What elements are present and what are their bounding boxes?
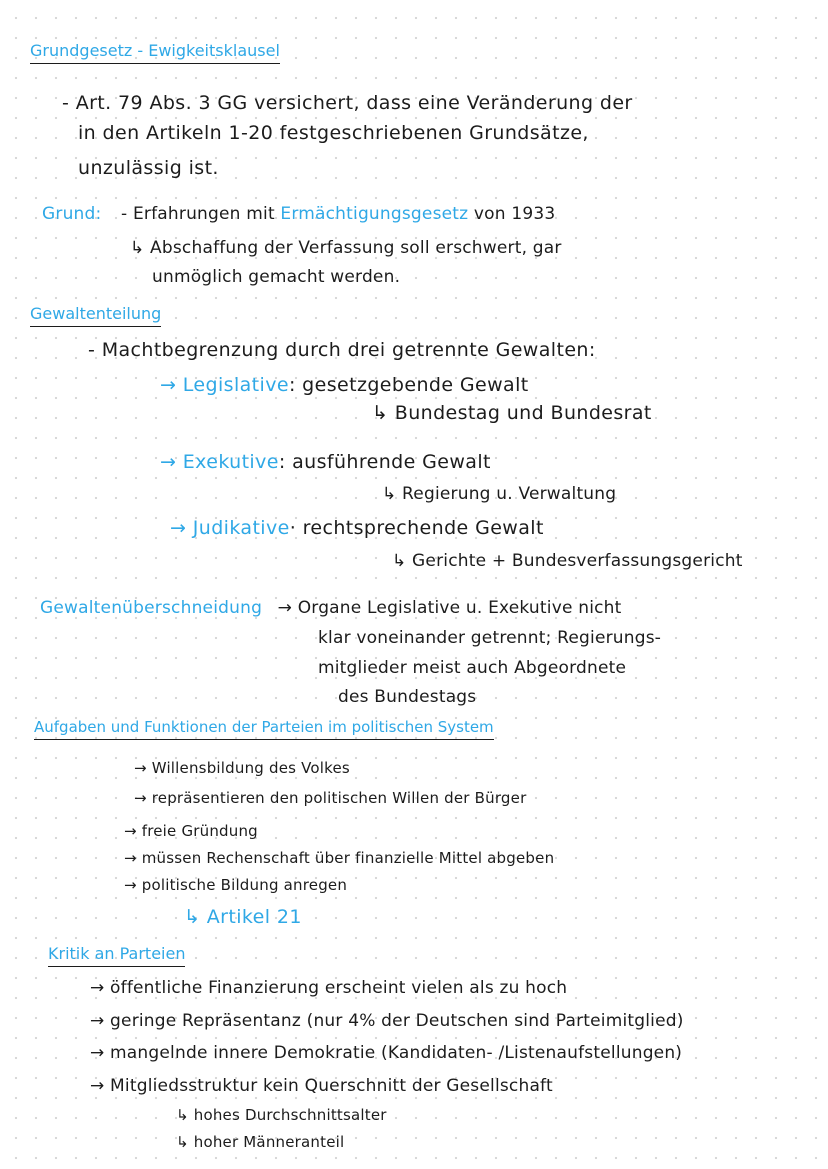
grund-prefix: - Erfahrungen mit [121, 204, 275, 224]
exekutive-line [160, 451, 491, 473]
section-heading-kritik: Kritik an Parteien [48, 943, 185, 967]
grund-consequence-continuation: unmöglich gemacht werden. [152, 267, 401, 287]
legislative-description: : gesetzgebende Gewalt [288, 374, 529, 396]
kritik-item: → Mitgliedsstruktur kein Querschnitt der Gesellschaft [90, 1076, 553, 1096]
grundgesetz-bullet: - Art. 79 Abs. 3 GG versichert, dass eine Veränderung der [62, 92, 633, 114]
legislative-organs: ↳ Bundestag und Bundesrat [372, 402, 652, 424]
judikative-term: → Judikative [170, 517, 290, 539]
gewaltenueberschneidung-continuation: des Bundestags [338, 687, 477, 707]
exekutive-description: : ausführende Gewalt [278, 451, 491, 473]
section-heading-parteien-aufgaben: Aufgaben und Funktionen der Parteien im politischen System [34, 716, 494, 740]
kritik-item: → geringe Repräsentanz (nur 4% der Deutschen sind Parteimitglied) [90, 1011, 684, 1031]
legislative-line [160, 374, 529, 396]
kritik-sub-item: ↳ hoher Männeranteil [176, 1133, 345, 1151]
parteien-aufgabe-item: → freie Gründung [124, 822, 258, 840]
exekutive-organs: ↳ Regierung u. Verwaltung [382, 484, 617, 504]
grund-consequence: ↳ Abschaffung der Verfassung soll erschwert, gar [130, 238, 562, 258]
grund-term: Ermächtigungsgesetz [280, 204, 469, 224]
gewaltenueberschneidung-continuation: klar voneinander getrennt; Regierungs- [318, 628, 662, 648]
grundgesetz-bullet-continuation: in den Artikeln 1-20 festgeschriebenen Grundsätze, [78, 122, 589, 144]
parteien-aufgabe-item: → Willensbildung des Volkes [134, 759, 350, 777]
grundgesetz-bullet-continuation: unzulässig ist. [78, 157, 219, 179]
gewaltenueberschneidung-continuation: mitglieder meist auch Abgeordnete [318, 658, 627, 678]
grund-suffix: von 1933 [473, 204, 556, 224]
judikative-line [170, 517, 544, 539]
section-heading-grundgesetz: Grundgesetz - Ewigkeitsklausel [30, 40, 280, 64]
gewaltenueberschneidung-line [40, 597, 622, 619]
legislative-term: → Legislative [160, 374, 289, 396]
parteien-aufgabe-item: → müssen Rechenschaft über finanzielle Mittel abgeben [124, 849, 555, 867]
gewaltenueberschneidung-definition: → Organe Legislative u. Exekutive nicht [277, 598, 622, 618]
gewaltenteilung-intro: - Machtbegrenzung durch drei getrennte Gewalten: [88, 339, 596, 361]
kritik-sub-item: ↳ hohes Durchschnittsalter [176, 1106, 387, 1124]
grund-label: Grund: [42, 204, 102, 224]
section-heading-gewaltenteilung: Gewaltenteilung [30, 303, 161, 327]
parteien-aufgabe-item: → repräsentieren den politischen Willen der Bürger [134, 789, 527, 807]
judikative-description: · rechtsprechende Gewalt [289, 517, 544, 539]
gewaltenueberschneidung-term: Gewaltenüberschneidung [40, 598, 263, 618]
exekutive-term: → Exekutive [160, 451, 279, 473]
kritik-item: → mangelnde innere Demokratie (Kandidaten- /Listenaufstellungen) [90, 1043, 683, 1063]
parteien-aufgabe-item: → politische Bildung anregen [124, 876, 348, 894]
grund-line [42, 203, 555, 225]
artikel-21-reference: ↳ Artikel 21 [184, 906, 302, 928]
kritik-item: → öffentliche Finanzierung erscheint vielen als zu hoch [90, 978, 568, 998]
judikative-organs: ↳ Gerichte + Bundesverfassungsgericht [392, 551, 743, 571]
